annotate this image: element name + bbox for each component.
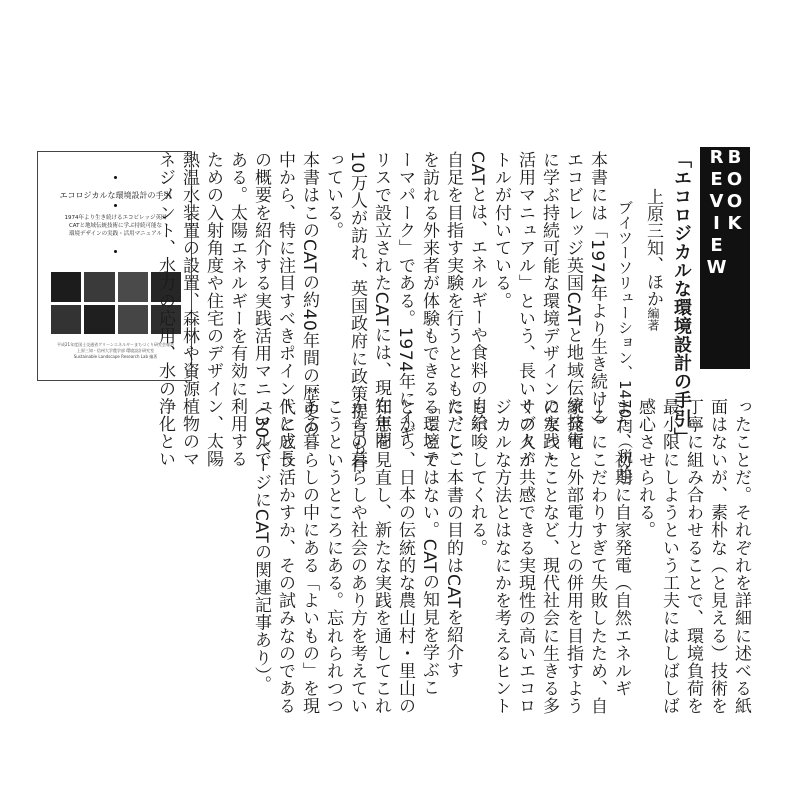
cover-footer-line: 平成21年度国土交通省グリーンエネルギーまちづくり研究会報告 bbox=[57, 342, 174, 347]
text-column: 中から、特に注目すべきポイントと成長 bbox=[275, 151, 295, 468]
text-column: ための入射角度や住宅のデザイン、太陽 bbox=[203, 151, 223, 468]
book-editors bbox=[641, 188, 666, 331]
text-column: 活用マニュアル」という、長いサブタイ bbox=[515, 151, 535, 468]
text-column: ただし、本書の目的はCATを紹介す bbox=[443, 398, 463, 679]
cover-photo bbox=[118, 305, 148, 335]
cover-subtitle-line: 1974年より生き続けるエコビレッジ英国 bbox=[64, 215, 167, 221]
text-column: CATとは、エネルギーや食料の自給 bbox=[467, 151, 487, 432]
text-column: 丁寧に組み合わせることで、環境負荷を bbox=[683, 398, 703, 715]
text-column: こうというところにある。忘れられつつ bbox=[323, 398, 343, 715]
cover-title: エコロジカルな環境設計の手引 bbox=[59, 191, 172, 200]
text-column: になったことなど、現代社会に生きる多 bbox=[539, 398, 559, 715]
text-column: 面はないが、素朴な（と見える）技術を bbox=[707, 398, 727, 715]
text-column: ーマパーク」である。1974年にイギ bbox=[395, 151, 415, 444]
text-column: トルが付いている。 bbox=[491, 151, 511, 310]
text-column: ることではない。CATの知見を学ぶこ bbox=[419, 398, 439, 697]
text-column: ある。太陽エネルギーを有効に利用する bbox=[227, 151, 247, 468]
text-column: 家発電と外部電力との併用を目指すよう bbox=[563, 398, 583, 715]
text-column: 自足を目指す実験を行うとともに、ここ bbox=[443, 151, 463, 468]
text-column: 10万人が訪れ、英国政府に政策提言も行 bbox=[347, 151, 367, 474]
book-review-tag bbox=[700, 147, 750, 369]
lower-body-text bbox=[249, 398, 753, 718]
text-column: も示唆してくれる。 bbox=[467, 398, 487, 557]
text-column: くの人が共感できる実現性の高いエコロ bbox=[515, 398, 535, 715]
cover-photo bbox=[84, 305, 114, 335]
cover-subtitle-line: 環境デザインの実践・活用マニュアル bbox=[69, 231, 162, 237]
book-publisher-price: ブイツーソリューション、1470円（税込） bbox=[616, 200, 634, 494]
cover-subtitle-line: CATと地域伝統技術に学ぶ持続可能な bbox=[68, 223, 163, 229]
cover-footer-line: Sustainable Landscape Research Lab 編著 bbox=[73, 354, 158, 359]
text-column: また、初期に自家発電（自然エネルギ bbox=[611, 398, 631, 698]
cover-bullet-icon bbox=[114, 250, 117, 253]
text-column: エコビレッジ英国CATと地域伝統技術 bbox=[563, 151, 583, 450]
text-column: ジカルな方法とはなにかを考えるヒント bbox=[491, 398, 511, 715]
cover-bullet-icon bbox=[114, 176, 117, 179]
text-column: 知恵を見直し、新たな実践を通してこれ bbox=[371, 398, 391, 715]
text-column: ー）にこだわりすぎて失敗したため、自 bbox=[587, 398, 607, 715]
text-column: に学ぶ持続可能な環境デザインの実践・ bbox=[539, 151, 559, 468]
text-column: （30ページにCATの関連記事あり）。 bbox=[251, 398, 271, 694]
text-column: 感心させられる。 bbox=[635, 398, 655, 539]
book-title: 「エコロジカルな環境設計の手引」 bbox=[671, 150, 692, 446]
editors-name: 上原三知、ほか bbox=[643, 188, 663, 307]
text-column: とから、日本の伝統的な農山村・里山の bbox=[395, 398, 415, 715]
text-column: 最小限にしようという工夫にはしばしば bbox=[659, 398, 679, 715]
cover-photo bbox=[118, 272, 148, 302]
text-column: リスで設立されたCATには、現在年間 bbox=[371, 151, 391, 450]
cover-bullet-icon bbox=[114, 204, 117, 207]
text-column: を訪れる外来者が体験もできる「環境テ bbox=[419, 151, 439, 468]
cover-photo bbox=[51, 305, 81, 335]
text-column: 本書には「1974年より生き続ける bbox=[587, 151, 607, 426]
text-column: の概要を紹介する実践活用マニュアルで bbox=[251, 151, 271, 468]
cover-photo bbox=[84, 272, 114, 302]
cover-photo bbox=[51, 272, 81, 302]
text-column: 熱温水装置の設置、森林や資源植物のマ bbox=[179, 151, 199, 468]
text-column: 代にどう活かすか、その試みなのである bbox=[275, 398, 295, 715]
text-column: 本書はこのCATの約40年間の歴史の bbox=[299, 151, 319, 437]
book-review-label: BOOK REVIEW bbox=[706, 147, 745, 279]
cover-footer-line: 上原三知・信州大学農学部 環境設計研究室 bbox=[76, 348, 155, 353]
editors-suffix: 編著 bbox=[646, 307, 660, 331]
text-column: からの暮らしや社会のあり方を考えてい bbox=[347, 398, 367, 715]
text-column: っている。 bbox=[323, 151, 343, 239]
text-column: ったことだ。それぞれを詳細に述べる紙 bbox=[731, 398, 751, 715]
text-column: ある暮らしの中にある「よいもの」を現 bbox=[299, 398, 319, 715]
text-column: ネジメント、水力の応用、水の浄化とい bbox=[155, 151, 175, 468]
